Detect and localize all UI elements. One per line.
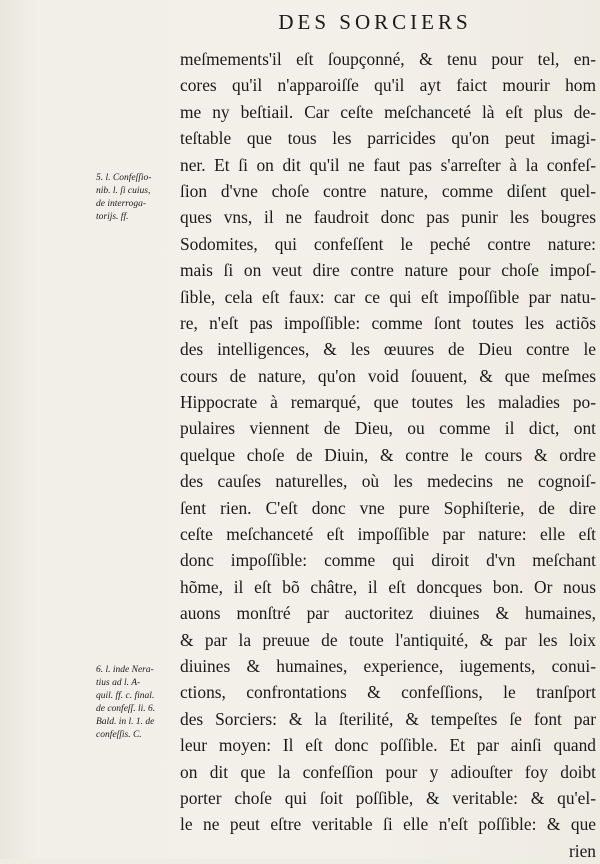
text-line: quelque choſe de Diuin, & contre le cours & ordre [180, 444, 596, 465]
text-line: porter choſe qui ſoit poſſible, & veritable: & qu'el- [180, 787, 596, 808]
margin-note-line: tius ad l. A- [96, 678, 141, 688]
margin-note-line: 5. l. Confeſſio- [96, 173, 152, 183]
text-line: ceſte meſchanceté eſt impoſſible par nature: elle eſt [180, 524, 596, 545]
text-line: ner. Et ſi on dit qu'il ne faut pas s'arreſter à la confeſ- [180, 154, 596, 175]
text-line: re, n'eſt pas impoſſible: comme ſont toutes les actiõs [180, 312, 596, 333]
text-line: auons monſtré par auctoritez diuines & humaines, [180, 603, 596, 624]
text-line: cores qu'il n'apparoiſſe qu'il ayt faict mourir hom [180, 75, 596, 96]
text-line: des Sorciers: & la ſterilité, & tempeſtes ſe font par [180, 708, 596, 729]
text-line: des intelligences, & les œuures de Dieu contre le [180, 339, 596, 360]
text-line: ſion d'vne choſe contre nature, comme diſent quel- [180, 180, 596, 201]
running-head: DES SORCIERS [278, 10, 472, 34]
text-line: Hippocrate à remarqué, que toutes les maladies po- [180, 392, 596, 413]
text-line: meſmements'il eſt ſoupçonné, & tenu pour tel, en- [180, 49, 596, 69]
text-line: on dit que la confeſſion pour y adiouſter foy doibt [180, 761, 596, 782]
text-line: me ny beſtiail. Car ceſte meſchanceté là eſt plus de- [180, 101, 596, 122]
text-line: pulaires viennent de Dieu, ou comme il dict, ont [180, 418, 596, 439]
margin-note-line: Bald. in l. 1. de [96, 717, 155, 727]
text-line: ques vns, il ne faudroit donc pas punir les bougres [180, 207, 596, 228]
margin-note-line: de confeſſ. li. 6. [96, 704, 156, 714]
text-line: mais ſi on veut dire contre nature pour choſe impoſ- [180, 260, 596, 281]
text-line: ſible, cela eſt faux: car ce qui eſt impoſſible par natu- [180, 286, 596, 307]
text-line: Sodomites, qui confeſſent le peché contre nature: [180, 233, 596, 254]
margin-note-1 [96, 172, 178, 224]
margin-note-line: quil. ff. c. final. [96, 691, 155, 701]
text-line: ctions, confrontations & confeſſions, le tranſport [180, 682, 596, 703]
text-line: ſent rien. C'eſt donc vne pure Sophiſterie, de dire [180, 497, 596, 518]
margin-note-2 [96, 664, 178, 742]
text-line: leur moyen: Il eſt donc poſſible. Et par ainſi quand [180, 735, 596, 756]
text-line: & par la preuue de toute l'antiquité, & par les loix [180, 629, 596, 650]
margin-note-line: torijs. ff. [96, 212, 129, 222]
text-line: diuines & humaines, experience, iugements, conui- [180, 655, 596, 676]
margin-note-line: de interroga- [96, 199, 147, 209]
margin-note-line: 6. l. inde Nera- [96, 665, 154, 675]
text-line: donc impoſſible: comme qui diroit d'vn meſchant [180, 550, 596, 571]
text-line: cours de nature, qu'on void ſouuent, & que meſmes [180, 365, 596, 386]
text-line: des cauſes naturelles, où les medecins ne cognoiſ- [180, 471, 596, 492]
text-line: le ne peut eſtre veritable ſi elle n'eſt poſſible: & que [180, 814, 596, 835]
text-line: teſtable que tous les parricides qu'on peut imagi- [180, 128, 596, 149]
margin-note-line: confeſſis. C. [96, 730, 142, 740]
margin-note-line: nib. l. ſi cuius, [96, 186, 151, 196]
text-line: rien [568, 840, 596, 861]
body-text [180, 46, 596, 864]
text-line: hõme, il eſt bõ châtre, il eſt doncques bon. Or nous [180, 576, 596, 597]
